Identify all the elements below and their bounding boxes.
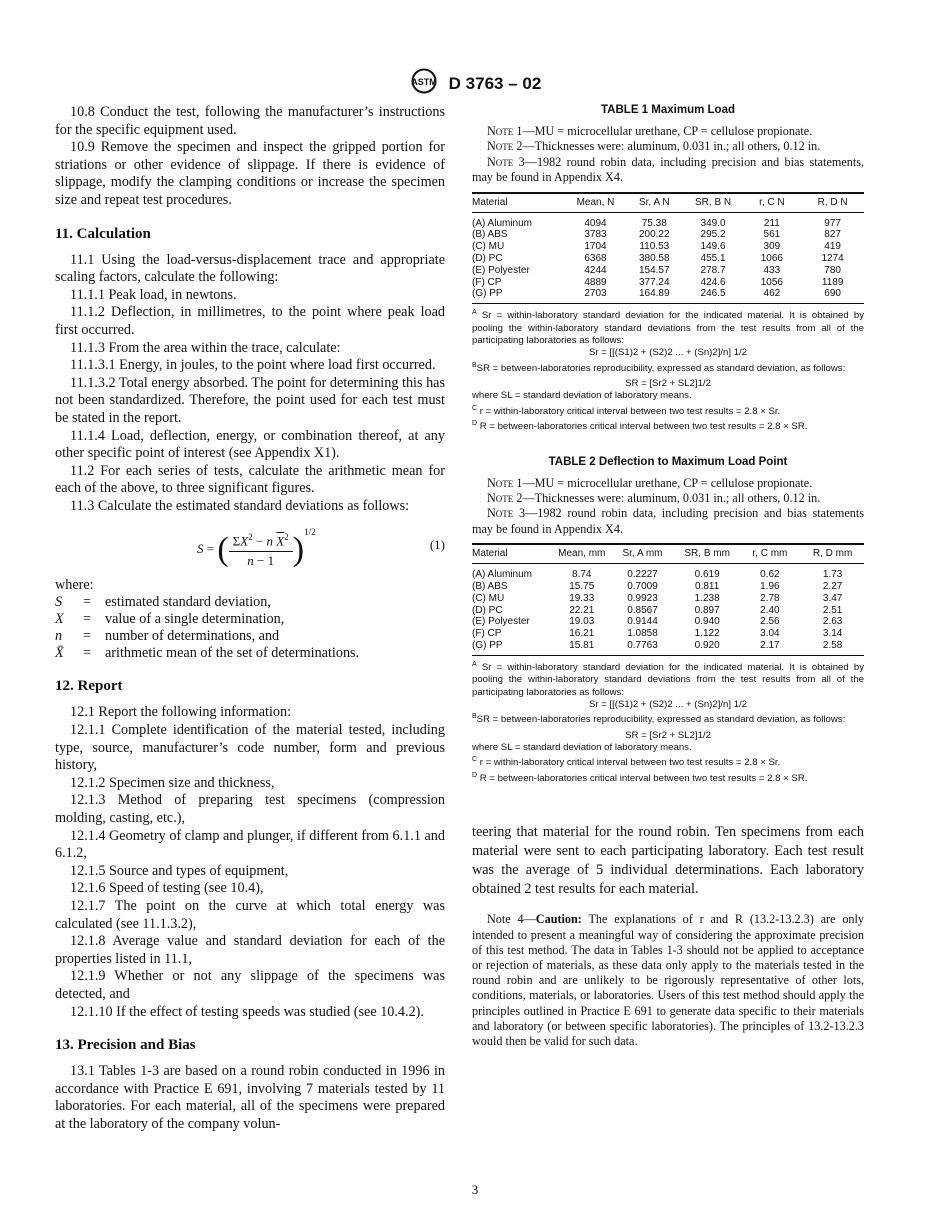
para-12-1-7: 12.1.7 The point on the curve at which total energy was calculated (see 11.1.3.2), <box>55 898 445 932</box>
table-cell: 462 <box>742 288 801 303</box>
table-cell: 0.9923 <box>627 592 658 604</box>
table-cell: 2.56 <box>760 616 780 628</box>
table-1-note: Note 3—1982 round robin data, including precision and bias statements, may be found in Appendix X4. <box>472 154 865 185</box>
para-13-1-continued: teering that material for the round robin. Ten specimens from each material were sent to each participating laboratory. Each test result was the average of 5 individual determinations. Each laboratory obtained 2 test results for each material. <box>472 824 864 897</box>
note-4: Note 4—Caution: The explanations of r and R (13.2-13.2.3) are only intended to present a meaningful way of considering the approximate precision of this test method. The data in Tables 1-3 should not be applied to acceptance or rejection of materials, as these data only apply to the materials tested in the round robin and are unlikely to be rigorously representative of other lots, conditions, materials, or laboratories. Users of this test method should apply the principles outlined in Practice E 691 to generate data specific to their materials and laboratory (or between specific laboratories). The principles of 13.2-13.2.3 would then be valid for such data. <box>472 912 865 1049</box>
column-header: Sr, A N <box>625 193 684 213</box>
para-11-2: 11.2 For each series of tests, calculate the arithmetic mean for each of the above, to three significant figures. <box>55 462 445 497</box>
column-header: Sr, A mm <box>609 544 676 564</box>
para-11-1-3-1: 11.1.3.1 Energy, in joules, to the point where load first occurred. <box>70 357 436 374</box>
table-1-footnote-d: $^D$ R = between-laboratories critical interval between two test results = 2.8 × SR. <box>472 420 808 433</box>
table-cell: 349.0 <box>700 217 726 229</box>
table-2-footnote-a-equation: Sr = [[(S1)2 + (S2)2 ... + (Sn)2]/n] 1/2 <box>588 698 748 710</box>
table-1-note: Note 1—MU = microcellular urethane, CP = cellulose propionate. <box>487 124 813 138</box>
svg-text:ASTM: ASTM <box>410 77 437 87</box>
definition-row: X = value of a single determination, <box>55 611 285 628</box>
table-cell: 1.122 <box>694 628 720 640</box>
table-1 <box>472 192 864 305</box>
table-cell: (D) PC <box>472 253 503 265</box>
table-cell: 455.1 <box>700 253 726 265</box>
table-cell: 827 <box>824 229 841 241</box>
table-row <box>472 241 864 253</box>
table-cell: 1066 <box>760 253 783 265</box>
table-2-footnote-a: $^A$ Sr = within-laboratory standard deviation for the indicated material. It is obtained by pooling the within-laboratory standard deviations from the test results from all of the participating laboratories as follows: <box>472 660 864 698</box>
table-cell: 15.75 <box>569 581 595 593</box>
table-1-footnote-where: where SL = standard deviation of laboratory means. <box>472 390 692 402</box>
table-cell: 3783 <box>584 229 607 241</box>
column-header: r, C N <box>742 193 801 213</box>
table-cell: (G) PP <box>472 640 554 655</box>
table-2-footnote-d: $^D$ R = between-laboratories critical interval between two test results = 2.8 × SR. <box>472 771 808 784</box>
table-cell: 0.7009 <box>627 581 658 593</box>
table-row <box>472 288 864 303</box>
column-header: r, C mm <box>739 544 802 564</box>
table-row <box>472 277 864 289</box>
para-12-1-10: 12.1.10 If the effect of testing speeds was studied (see 10.4.2). <box>70 1003 424 1020</box>
para-12-1-2: 12.1.2 Specimen size and thickness, <box>70 774 275 791</box>
table-cell: 6368 <box>584 253 607 265</box>
table-cell: 2.40 <box>760 604 780 616</box>
para-12-1-3: 12.1.3 Method of preparing test specimens (compression molding, casting, etc.), <box>55 792 445 827</box>
page-number: 3 <box>471 1182 479 1197</box>
table-cell: 561 <box>763 229 781 241</box>
table-cell: (B) ABS <box>472 229 508 241</box>
section-heading-12: 12. Report <box>55 678 123 695</box>
table-cell: 4889 <box>584 276 607 288</box>
table-cell: 780 <box>824 264 841 276</box>
table-cell: 0.897 <box>694 604 720 616</box>
table-cell: 1274 <box>821 253 844 265</box>
table-row <box>472 640 864 655</box>
table-1-footnote-a-equation: Sr = [[(S1)2 + (S2)2 ... + (Sn)2]/n] 1/2 <box>588 347 748 359</box>
table-cell: (F) CP <box>472 628 502 640</box>
std-dev-equation: S = ( $\frac{\Sigma X^2 - n \overline{X}^2}{n - 1}$ )$^{1/2}$ (1) <box>197 527 445 569</box>
table-cell: 0.811 <box>695 581 720 593</box>
table-cell: 4094 <box>584 217 607 229</box>
left-column <box>55 104 445 1134</box>
table-cell: 3.04 <box>760 628 780 640</box>
table-cell: (A) Aluminum <box>472 217 533 229</box>
table-row <box>472 253 864 265</box>
table-2-note: Note 2—Thicknesses were: aluminum, 0.031 in.; all others, 0.12 in. <box>487 491 821 506</box>
table-cell: (E) Polyester <box>472 264 530 276</box>
table-row <box>472 229 864 241</box>
table-cell: 149.6 <box>700 241 726 253</box>
page-header <box>0 68 950 99</box>
table-cell: 278.7 <box>700 264 726 276</box>
para-12-1-1: 12.1.1 Complete identification of the material tested, including type, source, manufacturer’s code number, form and previous history, <box>55 722 445 774</box>
table-1-footnote-b: $^B$SR = between-laboratories reproducibility, expressed as standard deviation, as follows: <box>472 361 846 374</box>
equation-number: (1) <box>429 537 445 553</box>
table-cell: (G) PP <box>472 288 566 303</box>
para-11-1-3-2: 11.1.3.2 Total energy absorbed. The point for determining this has not been standardized. Therefore, the point used for each test must be stated in the report. <box>55 374 445 426</box>
table-cell: 419 <box>824 241 841 253</box>
where-label: where: <box>55 577 94 594</box>
table-cell: (E) Polyester <box>472 616 530 628</box>
table-cell: 0.940 <box>694 616 720 628</box>
table-cell: 0.9144 <box>627 616 658 628</box>
table-cell: 433 <box>763 264 781 276</box>
table-cell: 211 <box>763 217 780 229</box>
para-11-1-4: 11.1.4 Load, deflection, energy, or combination thereof, at any other specific point of interest (see Appendix X1). <box>55 427 445 462</box>
table-2-footnote-b-equation: SR = [Sr2 + SL2]1/2 <box>625 729 711 741</box>
table-cell: 8.74 <box>572 569 592 581</box>
para-12-1-4: 12.1.4 Geometry of clamp and plunger, if different from 6.1.1 and 6.1.2, <box>55 827 445 862</box>
para-10-8: 10.8 Conduct the test, following the manufacturer’s instructions for the specific equipment used. <box>55 104 445 138</box>
table-2-note: Note 1—MU = microcellular urethane, CP = cellulose propionate. <box>487 475 813 490</box>
table-cell: 3.14 <box>822 628 843 640</box>
table-cell: 1.73 <box>822 569 843 581</box>
para-12-1: 12.1 Report the following information: <box>70 704 292 721</box>
para-11-3: 11.3 Calculate the estimated standard deviations as follows: <box>70 497 410 514</box>
table-cell: 424.6 <box>700 276 726 288</box>
para-12-1-6: 12.1.6 Speed of testing (see 10.4), <box>70 880 264 897</box>
column-header: Material <box>472 193 566 213</box>
table-cell: 22.21 <box>569 604 595 616</box>
designation: D 3763 – 02 <box>448 73 542 93</box>
table-cell: 1056 <box>760 276 783 288</box>
table-cell: 977 <box>824 217 841 229</box>
table-cell: 200.22 <box>638 229 670 241</box>
table-2-note: Note 3—1982 round robin data, including precision and bias statements may be found in Appendix X4. <box>472 506 865 536</box>
table-cell: 19.33 <box>569 592 595 604</box>
para-10-9: 10.9 Remove the specimen and inspect the gripped portion for striations or other evidence of slippage. If there is evidence of slippage, modify the clamping conditions or increase the specimen size and repeat test procedures. <box>55 139 445 208</box>
table-cell: 246.5 <box>684 288 743 303</box>
column-header: R, D mm <box>801 544 864 564</box>
right-column <box>472 104 864 1049</box>
table-cell: 295.2 <box>700 229 726 241</box>
table-cell: (D) PC <box>472 604 503 616</box>
table-1-footnote-a: $^A$ Sr = within-laboratory standard deviation for the indicated material. It is obtained by pooling the within-laboratory standard deviations from the test results from all of the participating laboratories as follows: <box>472 309 864 346</box>
table-cell: (C) MU <box>472 241 505 253</box>
table-cell: 1.96 <box>760 581 780 593</box>
definition-row: X̄ = arithmetic mean of the set of determinations. <box>55 645 360 662</box>
table-cell: (B) ABS <box>472 581 508 593</box>
astm-logo-icon <box>409 68 439 99</box>
para-11-1: 11.1 Using the load-versus-displacement trace and appropriate scaling factors, calculate the following: <box>55 251 445 286</box>
para-11-1-3: 11.1.3 From the area within the trace, calculate: <box>70 339 341 356</box>
table-2 <box>472 543 864 656</box>
table-cell: 15.81 <box>554 640 609 655</box>
table-cell: (C) MU <box>472 592 505 604</box>
para-12-1-9: 12.1.9 Whether or not any slippage of the specimens was detected, and <box>55 968 445 1002</box>
table-cell: 110.53 <box>639 241 670 253</box>
table-cell: 1704 <box>584 241 607 253</box>
table-2-footnote-where: where SL = standard deviation of laboratory means. <box>472 741 692 753</box>
table-row <box>472 605 864 617</box>
table-cell: 2.27 <box>822 581 843 593</box>
section-heading-13: 13. Precision and Bias <box>55 1037 196 1054</box>
table-row <box>472 212 864 229</box>
table-2-caption: TABLE 2 Deflection to Maximum Load Point <box>548 455 788 468</box>
para-13-1: 13.1 Tables 1-3 are based on a round robin conducted in 1996 in accordance with Practice E 691, involving 7 materials tested by 11 laboratories. For each material, all of the specimens were prepared at the laboratory of the company volun- <box>55 1063 445 1132</box>
table-cell: (F) CP <box>472 276 502 288</box>
table-cell: 1.238 <box>694 592 720 604</box>
table-cell: 154.57 <box>638 264 670 276</box>
table-cell: 380.58 <box>638 253 670 265</box>
table-cell: 2.51 <box>822 604 843 616</box>
table-cell: 2703 <box>566 288 625 303</box>
table-cell: (A) Aluminum <box>472 569 533 581</box>
para-11-1-1: 11.1.1 Peak load, in newtons. <box>70 286 237 303</box>
table-2-footnote-b: $^B$SR = between-laboratories reproducibility, expressed as standard deviation, as follows: <box>472 713 846 726</box>
table-cell: 2.58 <box>801 640 864 655</box>
table-cell: 2.78 <box>760 592 780 604</box>
table-cell: 0.62 <box>760 569 780 581</box>
table-row <box>472 616 864 628</box>
definition-row: S = estimated standard deviation, <box>55 594 271 611</box>
column-header: Mean, mm <box>554 544 609 564</box>
table-cell: 75.38 <box>641 217 667 229</box>
table-cell: 3.47 <box>822 592 843 604</box>
table-1-footnote-b-equation: SR = [Sr2 + SL2]1/2 <box>625 378 711 390</box>
para-12-1-8: 12.1.8 Average value and standard deviation for each of the properties listed in 11.1, <box>55 933 445 967</box>
table-cell: 16.21 <box>569 628 595 640</box>
table-cell: 4244 <box>584 264 607 276</box>
table-cell: 0.2227 <box>627 569 658 581</box>
table-cell: 1189 <box>821 276 844 288</box>
definition-row: n = number of determinations, and <box>55 628 280 645</box>
table-row <box>472 564 864 581</box>
table-cell: 164.89 <box>625 288 684 303</box>
table-cell: 690 <box>801 288 864 303</box>
table-1-caption: TABLE 1 Maximum Load <box>601 104 735 116</box>
table-cell: 2.63 <box>822 616 843 628</box>
para-12-1-5: 12.1.5 Source and types of equipment, <box>70 862 289 879</box>
table-row <box>472 593 864 605</box>
table-cell: 1.0858 <box>627 628 658 640</box>
table-row <box>472 265 864 277</box>
table-cell: 0.920 <box>676 640 739 655</box>
table-2-footnote-c: $^C$ r = within-laboratory critical interval between two test results = 2.8 × Sr. <box>472 756 781 769</box>
table-cell: 309 <box>763 241 781 253</box>
table-cell: 0.7763 <box>609 640 676 655</box>
table-1-note: Note 2—Thicknesses were: aluminum, 0.031 in.; all others, 0.12 in. <box>487 139 821 154</box>
column-header: SR, B mm <box>676 544 739 564</box>
para-11-1-2: 11.1.2 Deflection, in millimetres, to the point where peak load first occurred. <box>55 304 445 338</box>
column-header: SR, B N <box>684 193 743 213</box>
column-header: Mean, N <box>566 193 625 213</box>
table-cell: 2.17 <box>739 640 802 655</box>
column-header: R, D N <box>801 193 864 213</box>
table-row <box>472 628 864 640</box>
table-cell: 0.619 <box>694 569 720 581</box>
table-1-footnote-c: $^C$ r = within-laboratory critical interval between two test results = 2.8 × Sr. <box>472 404 781 417</box>
table-row <box>472 581 864 593</box>
table-cell: 0.8567 <box>627 604 658 616</box>
column-header: Material <box>472 544 554 564</box>
table-cell: 377.24 <box>638 276 670 288</box>
table-cell: 19.03 <box>569 616 595 628</box>
section-heading-11: 11. Calculation <box>55 225 151 242</box>
